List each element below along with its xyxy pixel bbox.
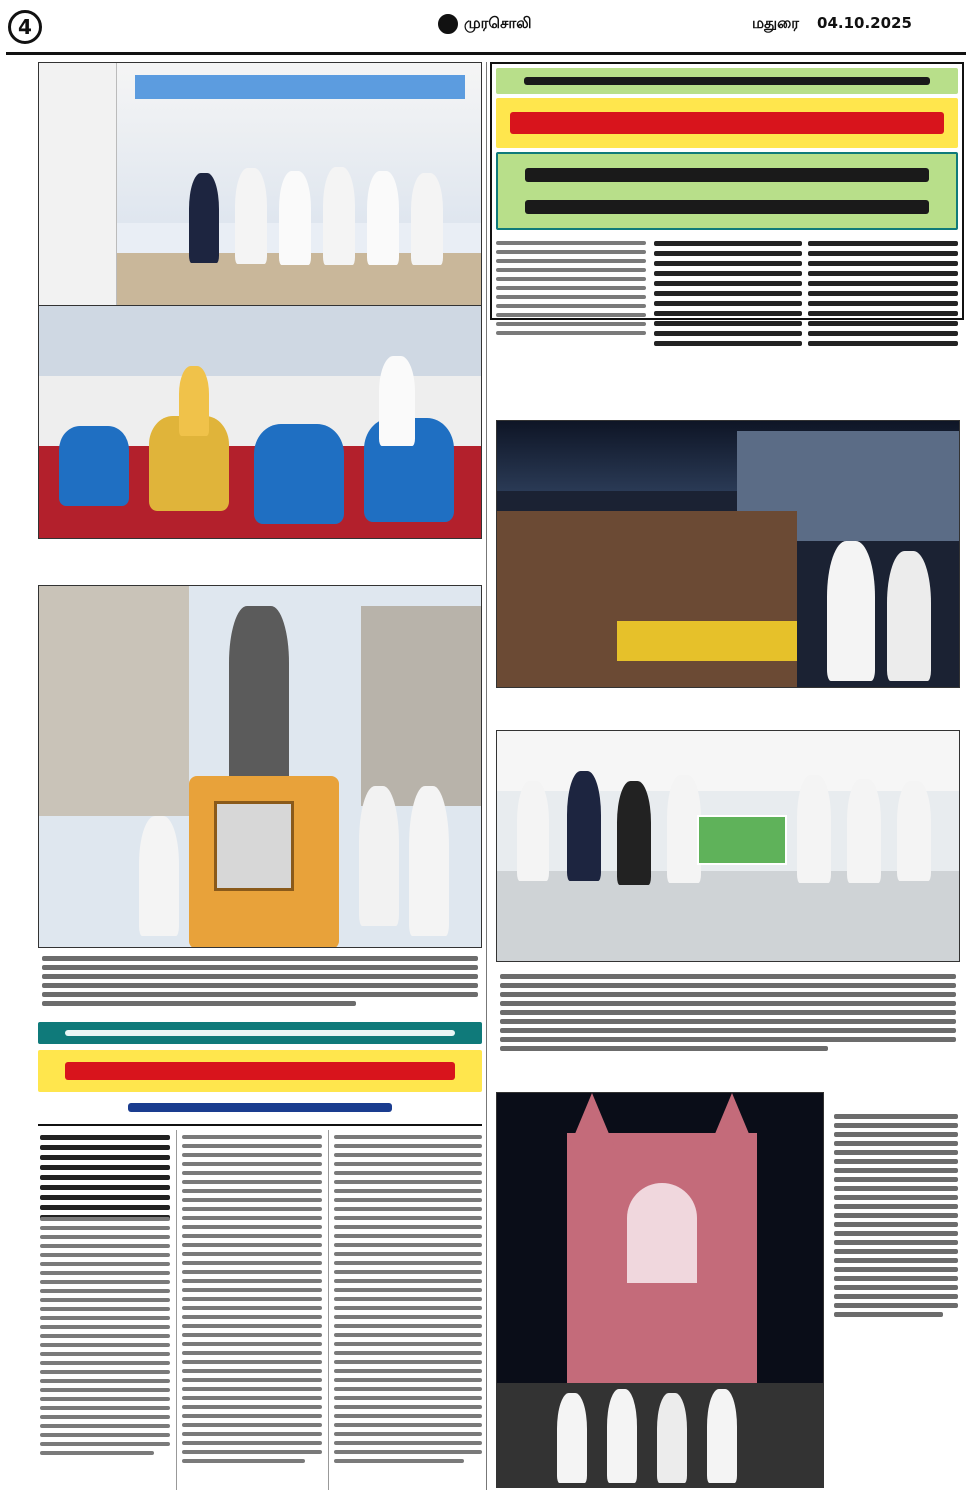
- page-number: 4: [8, 10, 42, 44]
- person-figure: [517, 781, 549, 881]
- photo-gandhi-tribute: [38, 585, 482, 948]
- church-window: [627, 1183, 697, 1283]
- stage-banner-strip: [135, 75, 465, 99]
- person-figure: [567, 771, 601, 881]
- person-figure: [323, 167, 355, 265]
- person-figure: [235, 168, 267, 264]
- statue-shape: [229, 606, 289, 796]
- scooter-shape: [59, 426, 129, 506]
- person-figure: [657, 1393, 687, 1483]
- header-rule: [6, 52, 966, 55]
- column-divider: [328, 1130, 329, 1490]
- person-figure: [411, 173, 443, 265]
- church-kicker: [38, 1022, 482, 1044]
- church-article-col-3: [334, 1130, 482, 1468]
- church-article-col-1: [40, 1130, 170, 1225]
- person-figure: [617, 781, 651, 885]
- person-figure: [887, 551, 931, 681]
- church-subheadline: [110, 1096, 410, 1118]
- photo-scooter-distribution: [38, 305, 482, 539]
- person-figure: [139, 816, 179, 936]
- article-col-2: [654, 236, 802, 351]
- caption-gandhi-tribute: [38, 950, 482, 1012]
- audience-area: [497, 871, 959, 962]
- person-figure: [279, 171, 311, 265]
- building-left: [39, 586, 189, 816]
- person-figure: [707, 1389, 737, 1483]
- person-figure: [359, 786, 399, 926]
- scooter-shape: [254, 424, 344, 524]
- page-column-divider: [486, 62, 487, 1490]
- person-figure: [667, 775, 701, 883]
- stage-backdrop: [497, 731, 959, 791]
- caption-church-night: [830, 1108, 962, 1368]
- masthead-name: முரசொலி: [464, 14, 532, 32]
- person-figure: [557, 1393, 587, 1483]
- photo-stage-event: [38, 62, 482, 314]
- main-headline: [496, 98, 958, 148]
- church-rule: [38, 1124, 482, 1126]
- person-figure: [179, 366, 209, 436]
- person-figure: [409, 786, 449, 936]
- stage-banner-panel: [39, 63, 117, 314]
- person-figure: [827, 541, 875, 681]
- portrait-frame: [214, 801, 294, 891]
- background-wall: [39, 306, 481, 376]
- welfare-card: [697, 815, 787, 865]
- church-spire-left: [567, 1093, 617, 1153]
- article-col-3: [808, 236, 958, 351]
- kicker-headline: [496, 68, 958, 94]
- sub-headline: [496, 152, 958, 230]
- crowd-area: [497, 511, 797, 688]
- building-right: [361, 606, 481, 806]
- edition-date: 04.10.2025: [817, 14, 912, 32]
- yellow-barricade: [617, 621, 797, 661]
- photo-church-night: [496, 1092, 824, 1488]
- person-figure: [379, 356, 415, 446]
- flame-logo-icon: [438, 14, 458, 34]
- person-figure: [367, 171, 399, 265]
- person-figure: [847, 779, 881, 883]
- person-figure: [797, 775, 831, 883]
- church-spire-right: [707, 1093, 757, 1153]
- church-article-col-1b: [40, 1212, 170, 1460]
- masthead: [438, 14, 532, 34]
- church-headline: [38, 1050, 482, 1092]
- person-figure: [897, 781, 931, 881]
- photo-airport-crowd: [496, 420, 960, 688]
- church-article-col-2: [182, 1130, 322, 1468]
- person-figure: [607, 1389, 637, 1483]
- column-divider: [176, 1130, 177, 1490]
- caption-card-distribution: [496, 968, 960, 1058]
- edition-info: [752, 14, 912, 34]
- person-figure: [189, 173, 219, 263]
- photo-card-distribution: [496, 730, 960, 962]
- article-col-1: [496, 236, 646, 340]
- edition-city: மதுரை: [752, 14, 800, 32]
